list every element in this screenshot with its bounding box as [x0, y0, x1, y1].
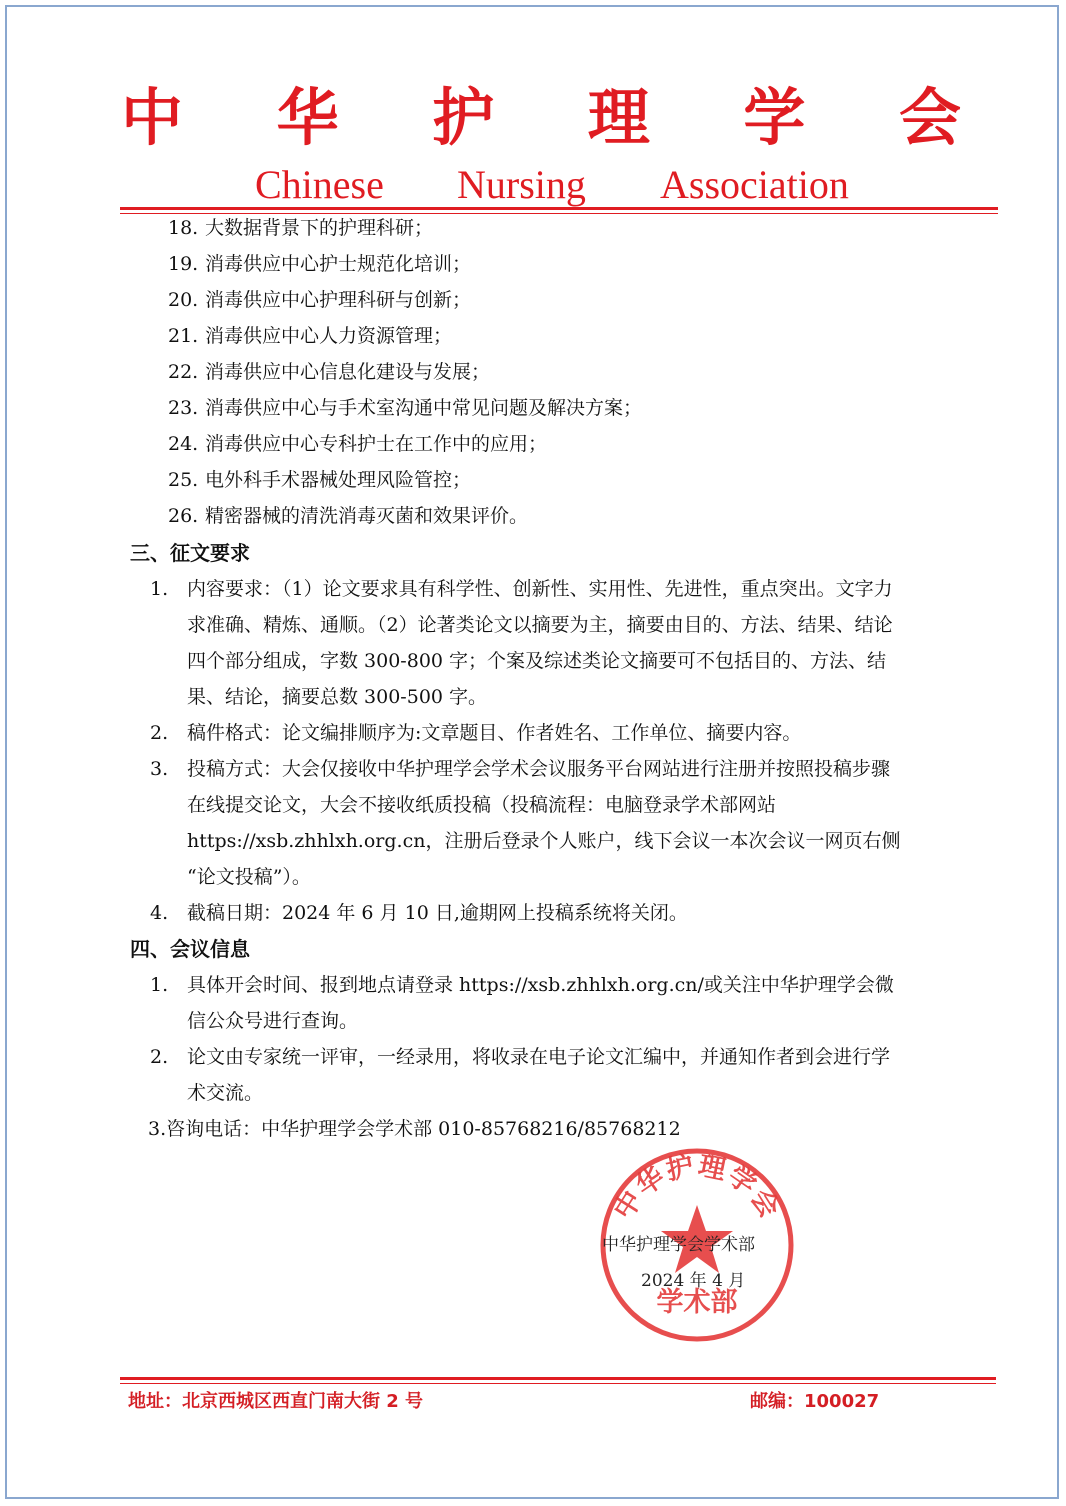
- list-line: 具体开会时间、报到地点请登录 https://xsb.zhhlxh.org.cn/或关注中华护理学会微: [187, 974, 894, 996]
- topic-number: 20.: [168, 289, 199, 311]
- list-number: 2.: [150, 1046, 169, 1068]
- topic-number: 23.: [168, 397, 199, 419]
- signature-date: 2024 年 4 月: [641, 1271, 746, 1291]
- list-line: 投稿方式：大会仅接收中华护理学会学术会议服务平台网站进行注册并按照投稿步骤: [187, 758, 891, 780]
- topic-text: 电外科手术器械处理风险管控；: [205, 469, 472, 491]
- topic-number: 21.: [168, 325, 199, 347]
- topic-text: 消毒供应中心人力资源管理；: [205, 325, 453, 347]
- list-line: 截稿日期：2024 年 6 月 10 日,逾期网上投稿系统将关闭。: [187, 902, 688, 924]
- list-line: 在线提交论文，大会不接收纸质投稿（投稿流程：电脑登录学术部网站: [187, 794, 777, 816]
- letterhead-word: Chinese: [255, 162, 384, 207]
- letterhead-rule-thick: [120, 207, 998, 210]
- list-line: “论文投稿”）。: [187, 866, 311, 888]
- list-number: 4.: [150, 902, 169, 924]
- list-line: 内容要求：（1）论文要求具有科学性、创新性、实用性、先进性，重点突出。文字力: [187, 578, 893, 600]
- list-number: 1.: [150, 974, 169, 996]
- list-number: 1.: [150, 578, 169, 600]
- section-heading: 四、会议信息: [130, 937, 250, 961]
- letterhead-title-en: [120, 160, 998, 210]
- topic-number: 19.: [168, 253, 199, 275]
- topic-text: 消毒供应中心信息化建设与发展；: [205, 361, 491, 383]
- topic-text: 消毒供应中心专科护士在工作中的应用；: [205, 433, 548, 455]
- topic-number: 25.: [168, 469, 199, 491]
- list-line: 信公众号进行查询。: [187, 1010, 359, 1032]
- topic-text: 大数据背景下的护理科研；: [205, 217, 434, 239]
- section-heading: 三、征文要求: [130, 541, 250, 565]
- page-frame: [5, 5, 1059, 1499]
- list-line: 论文由专家统一评审，一经录用，将收录在电子论文汇编中，并通知作者到会进行学: [187, 1046, 891, 1068]
- letterhead-title-cn: 中 华 护 理 学 会: [121, 81, 997, 154]
- topic-text: 消毒供应中心护理科研与创新；: [205, 289, 472, 311]
- list-line: https://xsb.zhhlxh.org.cn，注册后登录个人账户，线下会议一本次会议一网页右侧: [187, 830, 901, 852]
- letterhead-word: Association: [660, 162, 849, 207]
- contact-phone: 3.咨询电话：中华护理学会学术部 010-85768216/85768212: [148, 1118, 681, 1140]
- letterhead-word: Nursing: [457, 162, 586, 207]
- list-line: 稿件格式：论文编排顺序为:文章题目、作者姓名、工作单位、摘要内容。: [187, 722, 802, 744]
- footer-rule-thick: [120, 1377, 996, 1380]
- footer-postcode: 邮编：100027: [750, 1391, 880, 1412]
- topic-number: 18.: [168, 217, 199, 239]
- topic-text: 精密器械的清洗消毒灭菌和效果评价。: [205, 505, 529, 527]
- list-line: 果、结论，摘要总数 300-500 字。: [187, 686, 488, 708]
- topic-number: 24.: [168, 433, 199, 455]
- list-line: 四个部分组成，字数 300-800 字；个案及综述类论文摘要可不包括目的、方法、结: [187, 650, 887, 672]
- list-line: 术交流。: [187, 1082, 264, 1104]
- topic-text: 消毒供应中心与手术室沟通中常见问题及解决方案；: [205, 397, 643, 419]
- list-line: 求准确、精炼、通顺。（2）论著类论文以摘要为主，摘要由目的、方法、结果、结论: [187, 614, 893, 636]
- list-number: 2.: [150, 722, 169, 744]
- list-number: 3.: [150, 758, 169, 780]
- topic-number: 22.: [168, 361, 199, 383]
- footer-address: 地址：北京西城区西直门南大街 2 号: [128, 1391, 424, 1412]
- topic-number: 26.: [168, 505, 199, 527]
- seal-outer-text: 中华护理学会: [608, 1150, 786, 1225]
- footer-rule-thin: [120, 1383, 996, 1384]
- topic-text: 消毒供应中心护士规范化培训；: [205, 253, 472, 275]
- seal-inner-text: 学术部: [656, 1287, 738, 1318]
- signature-department: 中华护理学会学术部: [602, 1235, 755, 1255]
- letterhead-rule-thin: [120, 213, 998, 214]
